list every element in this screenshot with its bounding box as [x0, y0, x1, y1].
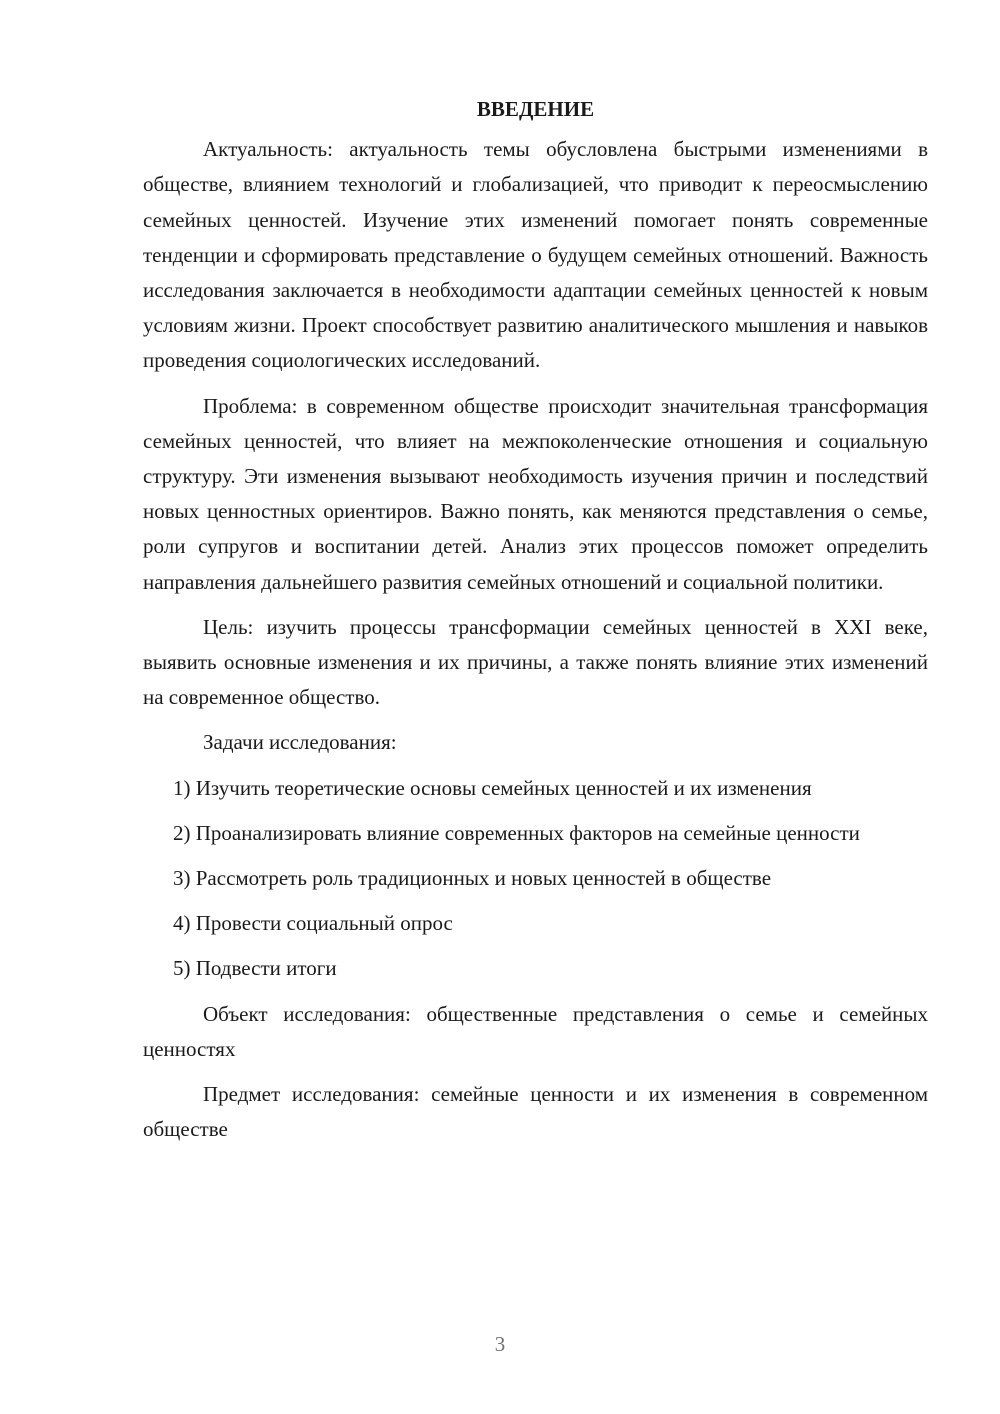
- paragraph-goal: Цель: изучить процессы трансформации семейных ценностей в XXI веке, выявить основные изменения и их причины, а также понять влияние этих изменений на современное общество.: [143, 614, 928, 710]
- paragraph-subject: Предмет исследования: семейные ценности и их изменения в современном обществе: [143, 1082, 928, 1142]
- paragraph-problem: Проблема: в современном обществе происходит значительная трансформация семейных ценностей, что влияет на межпоколенческие отношения и социальную структуру. Эти изменения вызывают необходимость изучения причин и последствий новых ценностных ориентиров. Важно понять, как меняются представления о семье, роли супругов и воспитании детей. Анализ этих процессов поможет определить направления дальнейшего развития семейных отношений и социальной политики.: [143, 393, 928, 594]
- paragraph-relevance: Актуальность: актуальность темы обусловлена быстрыми изменениями в обществе, влиянием технологий и глобализацией, что приводит к переосмыслению семейных ценностей. Изучение этих изменений помогает понять современные тенденции и сформировать представление о будущем семейных отношений. Важность исследования заключается в необходимости адаптации семейных ценностей к новым условиям жизни. Проект способствует развитию аналитического мышления и навыков проведения социологических исследований.: [143, 137, 928, 373]
- task-item-4: 4) Провести социальный опрос: [173, 911, 453, 936]
- paragraph-tasks-heading: Задачи исследования:: [203, 730, 397, 755]
- page-title: ВВЕДЕНИЕ: [476, 97, 595, 121]
- page-number: 3: [494, 1332, 506, 1356]
- paragraph-object: Объект исследования: общественные представления о семье и семейных ценностях: [143, 1001, 928, 1061]
- task-item-3: 3) Рассмотреть роль традиционных и новых ценностей в обществе: [173, 866, 772, 891]
- task-item-5: 5) Подвести итоги: [173, 956, 337, 981]
- task-item-2: 2) Проанализировать влияние современных факторов на семейные ценности: [173, 820, 860, 845]
- task-item-1: 1) Изучить теоретические основы семейных ценностей и их изменения: [173, 775, 812, 800]
- document-page: [143, 92, 928, 1157]
